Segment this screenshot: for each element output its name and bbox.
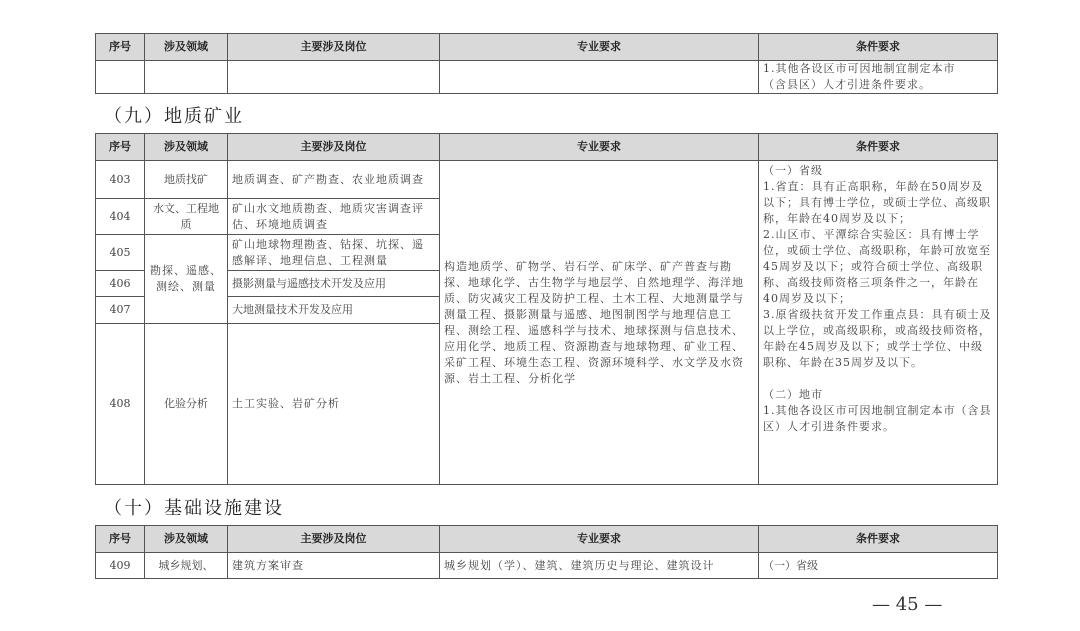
condition-line: 1.省直：具有正高职称，年龄在50周岁及以下；具有博士学位，或硕士学位、高级职称，年龄在40周岁及以下； [763,180,991,225]
cell-major: 城乡规划（学）、建筑、建筑历史与理论、建筑设计 [440,553,759,579]
cell-conditions: （一）省级 [759,553,998,579]
cell-conditions [759,161,998,485]
cell-post: 地质调查、矿产勘查、农业地质调查 [228,161,440,199]
table-header-row [96,34,998,61]
cell-no: 408 [96,324,145,485]
header-field: 涉及领域 [145,34,228,61]
header-conditions: 条件要求 [759,526,998,553]
cell-no: 403 [96,161,145,199]
header-conditions: 条件要求 [759,134,998,161]
header-no: 序号 [96,34,145,61]
cell-no: 406 [96,271,145,297]
cell-major [440,61,759,94]
cell-post: 大地测量技术开发及应用 [228,297,440,324]
cell-field: 城乡规划、 [145,553,228,579]
header-no: 序号 [96,526,145,553]
header-post: 主要涉及岗位 [228,526,440,553]
cell-post: 建筑方案审查 [228,553,440,579]
cell-major: 构造地质学、矿物学、岩石学、矿床学、矿产普查与勘探、地球化学、古生物学与地层学、自然地理学、海洋地质、防灾减灾工程及防护工程、土木工程、大地测量学与测量工程、摄影测量与遥感、地图制图学与地理信息工程、测绘工程、遥感科学与技术、地球探测与信息技术、应用化学、地质工程、资源勘查与地球物理、矿业工程、采矿工程、环境生态工程、资源环境科学、水文学及水资源、岩土工程、分析化学 [440,161,759,485]
cell-post: 矿山地球物理勘查、钻探、坑探、遥感解译、地理信息、工程测量 [228,235,440,271]
page-number: — 45 — [872,594,943,615]
header-post: 主要涉及岗位 [228,134,440,161]
header-conditions: 条件要求 [759,34,998,61]
condition-line: （二）地市 [763,388,823,401]
condition-line: 1.其他各设区市可因地制宜制定本市 [763,62,956,75]
cell-no [96,61,145,94]
condition-line: 3.原省级扶贫开发工作重点县：具有硕士及以上学位，或高级职称，或高级技师资格，年龄在45周岁及以下；或学士学位、中级职称、年龄在35周岁及以下。 [763,308,992,369]
header-no: 序号 [96,134,145,161]
cell-no: 404 [96,199,145,235]
header-post: 主要涉及岗位 [228,34,440,61]
header-major: 专业要求 [440,34,759,61]
table-header-row [96,526,998,553]
condition-line: （含县区）人才引进条件要求。 [763,78,931,91]
header-field: 涉及领域 [145,134,228,161]
condition-line: 2.山区市、平潭综合实验区：具有博士学位，或硕士学位、高级职称，年龄可放宽至45周岁及以下；或符合硕士学位、高级职称、高级技师资格三项条件之一，年龄在40周岁及以下； [763,228,991,305]
cell-field: 水文、工程地质 [145,199,228,235]
table-row [96,553,998,579]
cell-post: 土工实验、岩矿分析 [228,324,440,485]
cell-field [145,61,228,94]
condition-line: （一）省级 [763,164,823,177]
cell-conditions [759,61,998,94]
table-continuation [95,33,998,94]
cell-post: 矿山水文地质勘查、地质灾害调查评估、环境地质调查 [228,199,440,235]
cell-no: 409 [96,553,145,579]
condition-line: 1.其他各设区市可因地制宜制定本市（含县区）人才引进条件要求。 [763,404,992,433]
section-title-infrastructure: （十）基础设施建设 [104,498,284,519]
cell-field: 勘探、遥感、测绘、测量 [145,235,228,324]
cell-field: 地质找矿 [145,161,228,199]
table-infrastructure [95,525,998,579]
cell-post [228,61,440,94]
cell-no: 407 [96,297,145,324]
cell-field: 化验分析 [145,324,228,485]
spacer [763,371,993,387]
header-major: 专业要求 [440,134,759,161]
cell-post: 摄影测量与遥感技术开发及应用 [228,271,440,297]
table-row [96,161,998,199]
header-major: 专业要求 [440,526,759,553]
table-row [96,61,998,94]
cell-no: 405 [96,235,145,271]
header-field: 涉及领域 [145,526,228,553]
table-header-row [96,134,998,161]
table-geology [95,133,998,485]
section-title-geology: （九）地质矿业 [104,106,244,127]
